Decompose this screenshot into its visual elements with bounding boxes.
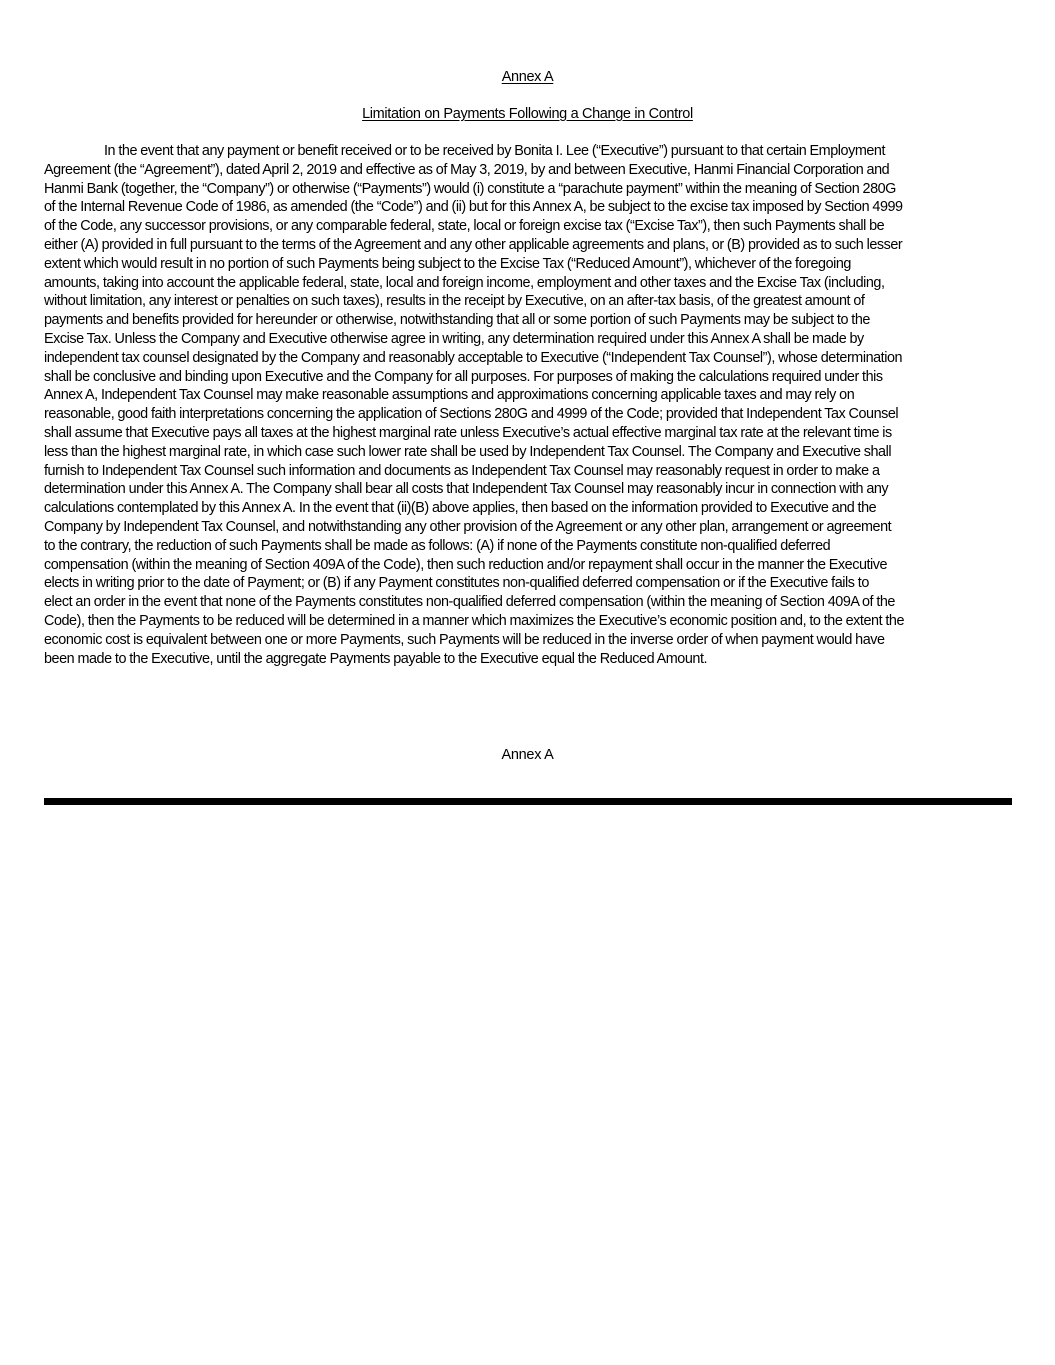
body-line: of the Code, any successor provisions, or any comparable federal, state, local or foreign excise tax (“Excise Tax”), then such Payments shall be [44,218,885,235]
body-line: shall be conclusive and binding upon Executive and the Company for all purposes. For purposes of making the calculations required under this [44,368,883,385]
body-line: extent which would result in no portion of such Payments being subject to the Excise Tax (“Reduced Amount”), whichever of the foregoing [44,255,851,272]
body-line: elects in writing prior to the date of Payment; or (B) if any Payment constitutes non-qualified deferred compensation or if the Executive fails to [44,575,869,592]
body-line: reasonable, good faith interpretations concerning the application of Sections 280G and 4999 of the Code; provided that Independent Tax Counsel [44,406,899,423]
body-line: been made to the Executive, until the aggregate Payments payable to the Executive equal the Reduced Amount. [44,650,708,667]
body-line: furnish to Independent Tax Counsel such information and documents as Independent Tax Counsel may reasonably request in order to make a [44,462,880,479]
body-line: Excise Tax. Unless the Company and Executive otherwise agree in writing, any determination required under this Annex A shall be made by [44,330,864,347]
body-line: of the Internal Revenue Code of 1986, as amended (the “Code”) and (ii) but for this Annex A, be subject to the excise tax imposed by Section 4999 [44,199,903,216]
page-divider-rule [44,798,1012,805]
body-line: Hanmi Bank (together, the “Company”) or otherwise (“Payments”) would (i) constitute a “parachute payment” within the meaning of Section 280G [44,180,896,197]
annex-title-text: Annex A [501,69,554,85]
body-line: compensation (within the meaning of Section 409A of the Code), then such reduction and/or repayment shall occur in the manner the Executive [44,556,888,573]
annex-title [0,68,1055,86]
body-line: determination under this Annex A. The Company shall bear all costs that Independent Tax Counsel may reasonably incur in connection with any [44,481,889,498]
body-line: to the contrary, the reduction of such Payments shall be made as follows: (A) if none of the Payments constitute non-qualified deferred [44,537,831,554]
body-paragraph [44,142,1016,668]
body-line: either (A) provided in full pursuant to the terms of the Agreement and any other applicable agreements and plans, or (B) provided as to such lesser [44,236,903,253]
body-line: less than the highest marginal rate, in which case such lower rate shall be used by Independent Tax Counsel. The Company and Executive shall [44,443,892,460]
body-line: calculations contemplated by this Annex A. In the event that (ii)(B) above applies, then based on the information provided to Executive and the [44,500,877,517]
body-line: In the event that any payment or benefit received or to be received by Bonita I. Lee (“Executive”) pursuant to that certain Employment [104,143,886,159]
body-line: Annex A, Independent Tax Counsel may make reasonable assumptions and approximations concerning applicable taxes and may rely on [44,387,855,404]
body-line: independent tax counsel designated by the Company and reasonably acceptable to Executive (“Independent Tax Counsel”), whose determination [44,349,903,366]
section-title-text: Limitation on Payments Following a Change in Control [362,106,693,122]
body-line: elect an order in the event that none of the Payments constitutes non-qualified deferred compensation (within the meaning of Section 409A of the [44,594,895,611]
body-line: amounts, taking into account the applicable federal, state, local and foreign income, employment and other taxes and the Excise Tax (including, [44,274,885,291]
body-line: payments and benefits provided for hereunder or otherwise, notwithstanding that all or some portion of such Payments may be subject to the [44,312,870,329]
body-line: shall assume that Executive pays all taxes at the highest marginal rate unless Executive’s actual effective marginal tax rate at the relevant time is [44,424,892,441]
body-line: Agreement (the “Agreement”), dated April 2, 2019 and effective as of May 3, 2019, by and between Executive, Hanmi Financial Corporation and [44,161,890,178]
body-line: Code), then the Payments to be reduced will be determined in a manner which maximizes the Executive’s economic position and, to the extent the [44,612,905,629]
body-line: economic cost is equivalent between one or more Payments, such Payments will be reduced in the inverse order of when payment would have [44,631,885,648]
footer-annex-label: Annex A [501,747,554,763]
body-line: Company by Independent Tax Counsel, and notwithstanding any other provision of the Agreement or any other plan, arrangement or agreement [44,518,892,535]
body-line: without limitation, any interest or penalties on such taxes), results in the receipt by Executive, on an after-tax basis, of the greatest amount of [44,293,865,310]
section-title [0,105,1055,123]
